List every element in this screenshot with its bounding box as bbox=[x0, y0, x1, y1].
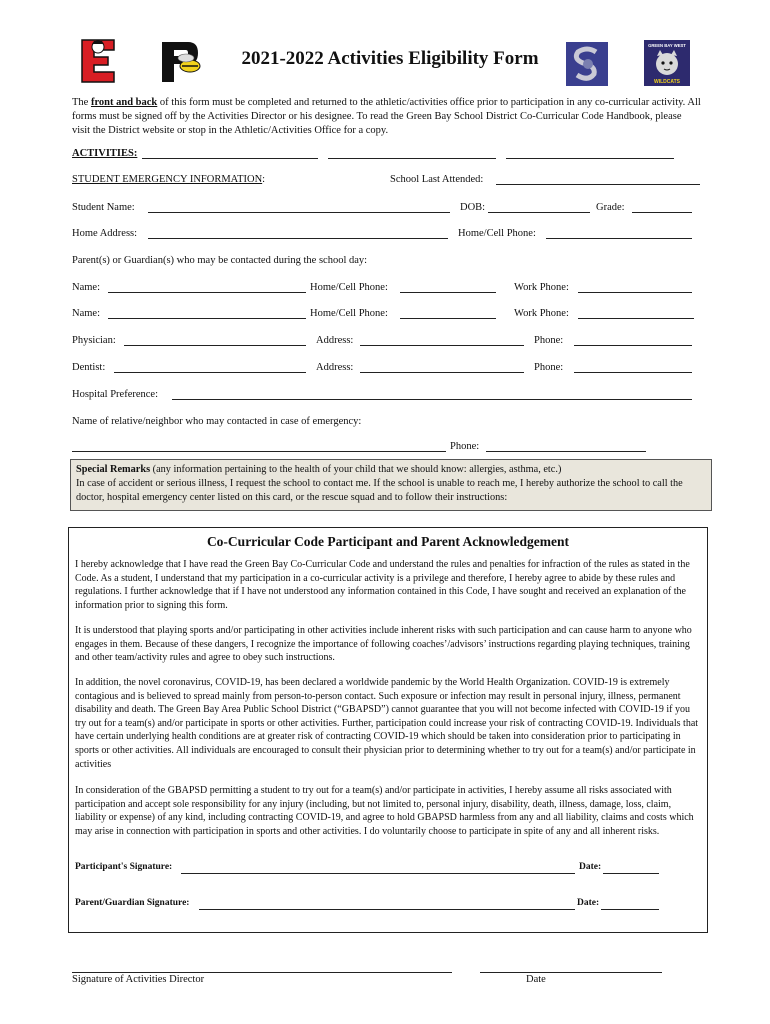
svg-text:WILDCATS: WILDCATS bbox=[653, 79, 681, 85]
parent-date-label: Date: bbox=[577, 898, 600, 908]
dentist-label: Dentist: bbox=[72, 362, 106, 373]
grade-label: Grade: bbox=[596, 202, 625, 213]
relative-phone-label: Phone: bbox=[450, 441, 480, 452]
ack-paragraph-2: It is understood that playing sports and/or participating in other activities include inherent risks with such participation and can cause harm to anyone who engages in them. Because of these dangers, I recognize the importance of following coaches’/advisors’ instructions regarding playing techniques, training and other team/activity rules and agree to obey such instructions. bbox=[75, 625, 692, 664]
dentist-address-label: Address: bbox=[316, 362, 354, 373]
parent1-work-phone-label: Work Phone: bbox=[514, 282, 569, 293]
ack-paragraph-4: In consideration of the GBAPSD permitting a student to try out for a team(s) and/or participate in activities, I hereby assume all risks associated with participation and accept sole responsibility for any injury (including, but not limited to, personal injury, disability, death, illness, damage, loss, claim, liability or expense) of any kind, including contracting COVID-19, and agree to hold GBAPSD harmless from any and all liability, claims and costs which may arise in connection with participation in sports and other activities. I do voluntarily choose to participate in spite of any and all inherent risks. bbox=[75, 785, 694, 837]
dob-field[interactable] bbox=[488, 212, 590, 213]
parent1-home-cell-field[interactable] bbox=[400, 292, 496, 293]
dentist-phone-label: Phone: bbox=[534, 362, 564, 373]
parent2-home-cell-label: Home/Cell Phone: bbox=[310, 308, 388, 319]
activities-line-1[interactable] bbox=[142, 158, 318, 159]
activities-director-signature-field[interactable] bbox=[72, 972, 452, 973]
intro-paragraph: The front and back of this form must be completed and returned to the athletic/activities office prior to participation in any co-curricular activity. All forms must be signed off by the Activities Director or his designee. To read the Green Bay School District Co-Curricular Code Handbook, please visit the District website or stop in the Athletic/Activities Office for a copy. bbox=[72, 97, 701, 136]
grade-field[interactable] bbox=[632, 212, 692, 213]
physician-phone-label: Phone: bbox=[534, 335, 564, 346]
physician-field[interactable] bbox=[124, 345, 306, 346]
physician-label: Physician: bbox=[72, 335, 116, 346]
form-title: 2021-2022 Activities Eligibility Form bbox=[241, 48, 539, 69]
home-cell-phone-label: Home/Cell Phone: bbox=[458, 228, 536, 239]
school-last-attended-field[interactable] bbox=[496, 184, 700, 185]
parent2-home-cell-field[interactable] bbox=[400, 318, 496, 319]
parent1-work-phone-field[interactable] bbox=[578, 292, 692, 293]
activities-director-label: Signature of Activities Director bbox=[72, 974, 205, 985]
parent2-name-field[interactable] bbox=[108, 318, 306, 319]
activities-line-2[interactable] bbox=[328, 158, 496, 159]
dentist-address-field[interactable] bbox=[360, 372, 524, 373]
emergency-info-label: STUDENT EMERGENCY INFORMATION: bbox=[72, 174, 266, 185]
ack-paragraph-1: I hereby acknowledge that I have read the Green Bay Co-Curricular Code and understand the rules and penalties for infraction of the rules as stated in the Code. As a student, I understand that my participation in a co-curricular activity is a privilege and therefore, I hereby agree to abide by these rules and regulations. I further acknowledge that if I have not understood any information contained in this Code, I have sought and received an explanation of the information prior to signing this form. bbox=[75, 559, 690, 611]
dentist-field[interactable] bbox=[114, 372, 306, 373]
special-remarks-hint: (any information pertaining to the health of your child that we should know: allergies, asthma, etc.) bbox=[150, 464, 562, 475]
student-name-label: Student Name: bbox=[72, 202, 135, 213]
east-e-logo bbox=[78, 38, 118, 84]
special-remarks-heading: Special Remarks bbox=[76, 464, 151, 475]
parents-contact-label: Parent(s) or Guardian(s) who may be contacted during the school day: bbox=[72, 255, 368, 266]
participant-signature-field[interactable] bbox=[181, 873, 575, 874]
parent2-work-phone-label: Work Phone: bbox=[514, 308, 569, 319]
school-last-attended-label: School Last Attended: bbox=[390, 174, 484, 185]
parent-signature-field[interactable] bbox=[199, 909, 575, 910]
preble-hornet-logo bbox=[152, 38, 206, 86]
home-address-field[interactable] bbox=[148, 238, 448, 239]
parent1-home-cell-label: Home/Cell Phone: bbox=[310, 282, 388, 293]
parent2-work-phone-field[interactable] bbox=[578, 318, 694, 319]
relative-name-field[interactable] bbox=[72, 451, 446, 452]
relative-phone-field[interactable] bbox=[486, 451, 646, 452]
parent1-name-field[interactable] bbox=[108, 292, 306, 293]
dentist-phone-field[interactable] bbox=[574, 372, 692, 373]
parent-date-field[interactable] bbox=[601, 909, 659, 910]
svg-text:GREEN BAY WEST: GREEN BAY WEST bbox=[648, 43, 686, 48]
green-bay-west-wildcats-logo bbox=[644, 40, 690, 86]
home-cell-phone-field[interactable] bbox=[546, 238, 692, 239]
physician-phone-field[interactable] bbox=[574, 345, 692, 346]
acknowledgement-section bbox=[68, 527, 708, 933]
special-remarks-authorization: In case of accident or serious illness, I request the school to contact me. If the school is unable to reach me, I hereby authorize the school to call the doctor, hospital emergency center listed on this card, or the rescue squad and to follow their instructions: bbox=[76, 478, 683, 503]
ack-paragraph-3: In addition, the novel coronavirus, COVID-19, has been declared a worldwide pandemic by the World Health Organization. COVID-19 is extremely contagious and is believed to spread mainly from person-to-person contact. Such exposure or infection may result in personal injury, illness, permanent disability and death. The Green Bay Area Public School District (“GBAPSD”) cannot guarantee that you will not become infected with COVID-19 if you try out for a team(s) and/or participate in sports or other activities. Further, participation could increase your risk of contracting COVID-19. Individuals that have certain underlying health conditions are at greater risk of contracting COVID-19 which should be taken into consideration prior to participating in sports or other activities. All individuals are encouraged to consult their physician prior to determining whether to try out for a team(s) and/or participate in activities bbox=[75, 677, 699, 770]
physician-address-field[interactable] bbox=[360, 345, 524, 346]
director-date-label: Date bbox=[526, 974, 546, 985]
student-name-field[interactable] bbox=[148, 212, 450, 213]
home-address-label: Home Address: bbox=[72, 228, 138, 239]
activities-label: ACTIVITIES: bbox=[72, 148, 138, 159]
director-date-field[interactable] bbox=[480, 972, 662, 973]
participant-signature-label: Participant's Signature: bbox=[75, 862, 173, 872]
parent2-name-label: Name: bbox=[72, 308, 100, 319]
acknowledgement-title: Co-Curricular Code Participant and Parent Acknowledgement bbox=[206, 534, 570, 549]
dob-label: DOB: bbox=[460, 202, 486, 213]
physician-address-label: Address: bbox=[316, 335, 354, 346]
activities-line-3[interactable] bbox=[506, 158, 674, 159]
participant-date-label: Date: bbox=[579, 862, 602, 872]
hospital-field[interactable] bbox=[172, 399, 692, 400]
parent1-name-label: Name: bbox=[72, 282, 100, 293]
hospital-label: Hospital Preference: bbox=[72, 389, 159, 400]
participant-date-field[interactable] bbox=[603, 873, 659, 874]
special-remarks-box[interactable] bbox=[70, 459, 712, 511]
relative-label: Name of relative/neighbor who may contacted in case of emergency: bbox=[72, 416, 362, 427]
parent-signature-label: Parent/Guardian Signature: bbox=[75, 898, 190, 908]
